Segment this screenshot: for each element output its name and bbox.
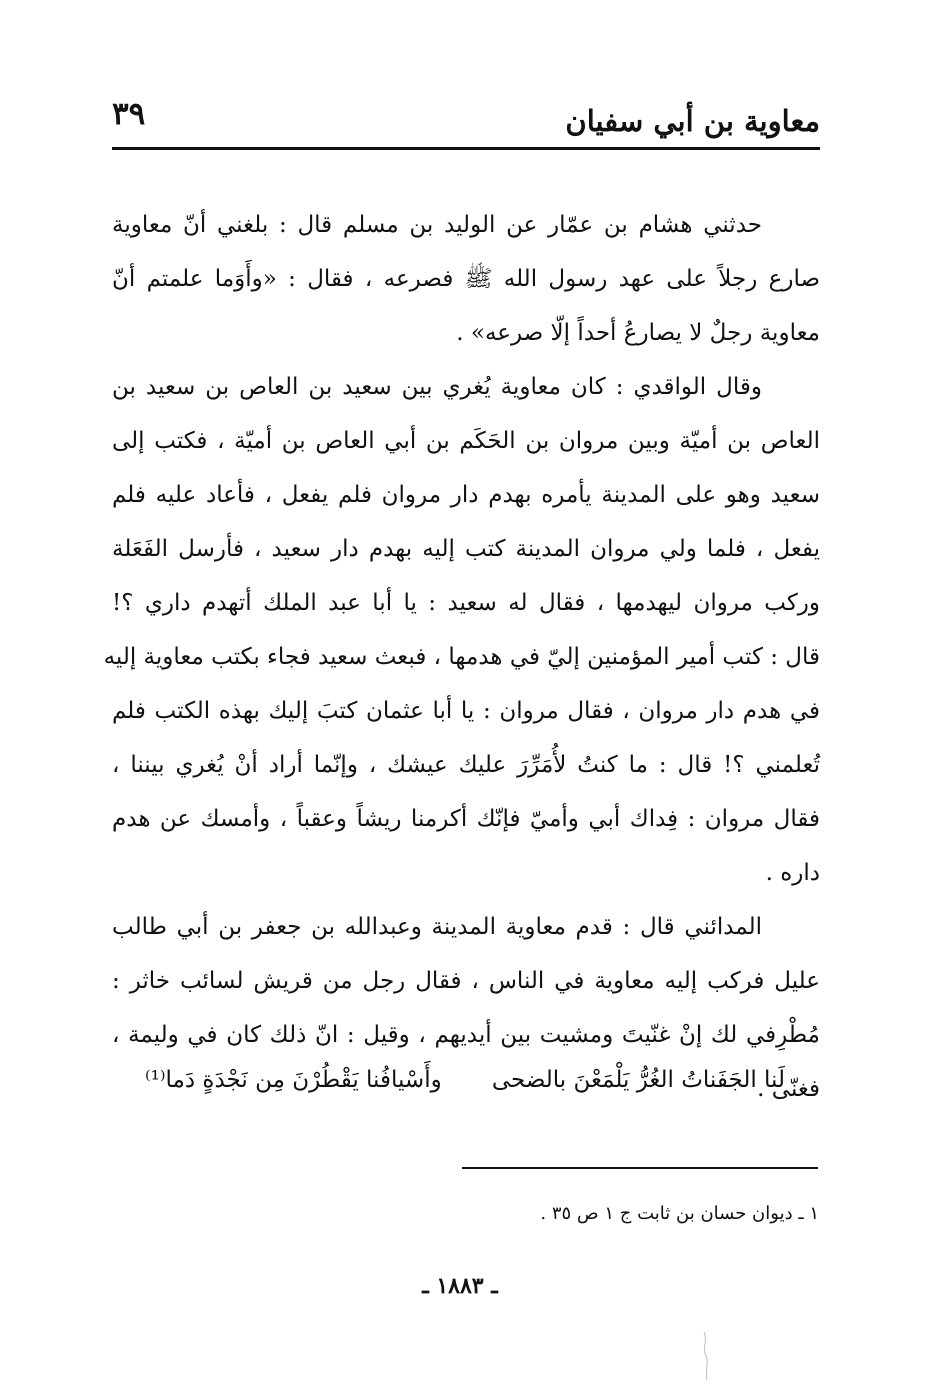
text-line: في هدم دار مروان ، فقال مروان : يا أبا عثمان كتبَ إليك بهذه الكتب فلم xyxy=(112,698,820,724)
page-number-bottom: ـ ١٨٨٣ ـ xyxy=(422,1273,498,1299)
text-line: العاص بن أميّة وبين مروان بن الحَكَم بن أبي العاص بن أميّة ، فكتب إلى xyxy=(112,428,820,454)
text-line: معاوية رجلٌ لا يصارعُ أحداً إلّا صرعه» . xyxy=(456,320,820,346)
text-line: داره . xyxy=(765,860,820,886)
running-title: معاوية بن أبي سفيان xyxy=(565,104,820,138)
page-number-top: ٣٩ xyxy=(112,96,146,132)
text-line: تُعلمني ؟! قال : ما كنتُ لأُمَرِّرَ عليك عيشك ، وإنّما أراد أنْ يُغري بيننا ، xyxy=(112,752,820,778)
text-line: فقال مروان : فِداك أبي وأميّ فإنّك أكرمنا ريشاً وعقباً ، وأمسك عن هدم xyxy=(112,806,820,832)
text-line: سعيد وهو على المدينة يأمره بهدم دار مروان فلم يفعل ، فأعاد عليه فلم xyxy=(112,482,820,508)
text-line: صارع رجلاً على عهد رسول الله ﷺ فصرعه ، فقال : «وأَوَما علمتم أنّ xyxy=(112,266,820,292)
poetry-verse xyxy=(145,1053,785,1107)
main-text xyxy=(103,198,820,1116)
text-line: المدائني قال : قدم معاوية المدينة وعبدالله بن جعفر بن أبي طالب xyxy=(112,914,762,940)
footnote: ١ ـ ديوان حسان بن ثابت ج ١ ص ٣٥ . xyxy=(540,1203,819,1224)
text-line: وقال الواقدي : كان معاوية يُغري بين سعيد بن العاص بن سعيد بن xyxy=(112,374,762,400)
text-line: حدثني هشام بن عمّار عن الوليد بن مسلم قال : بلغني أنّ معاوية xyxy=(112,212,762,238)
text-line: فغنّى . xyxy=(757,1076,820,1102)
text-line: يفعل ، فلما ولي مروان المدينة كتب إليه بهدم دار سعيد ، فأرسل الفَعَلة xyxy=(112,536,820,562)
text-line: قال : كتب أمير المؤمنين إليّ في هدمها ، فبعث سعيد فجاء بكتب معاوية إليه xyxy=(103,644,820,670)
verse-first-hemistich: لَنا الجَفَناتُ الغُرُّ يَلْمَعْنَ بالضحى xyxy=(491,1067,785,1093)
running-header xyxy=(112,92,820,144)
verse-second-hemistich: وأَسْيافُنا يَقْطُرْنَ مِن نَجْدَةٍ دَما⁽¹⁾ xyxy=(145,1067,442,1093)
margin-scribble xyxy=(700,1330,712,1382)
text-line: وركب مروان ليهدمها ، فقال له سعيد : يا أبا عبد الملك أتهدم داري ؟! xyxy=(112,590,820,616)
footnote-rule xyxy=(462,1167,818,1169)
text-line: مُطْرِفي لك إنْ غنّيتَ ومشيت بين أيديهم ، وقيل : انّ ذلك كان في وليمة ، xyxy=(112,1022,820,1048)
text-line: عليل فركب إليه معاوية في الناس ، فقال رجل من قريش لسائب خاثر : xyxy=(112,968,820,994)
header-rule xyxy=(112,147,820,150)
